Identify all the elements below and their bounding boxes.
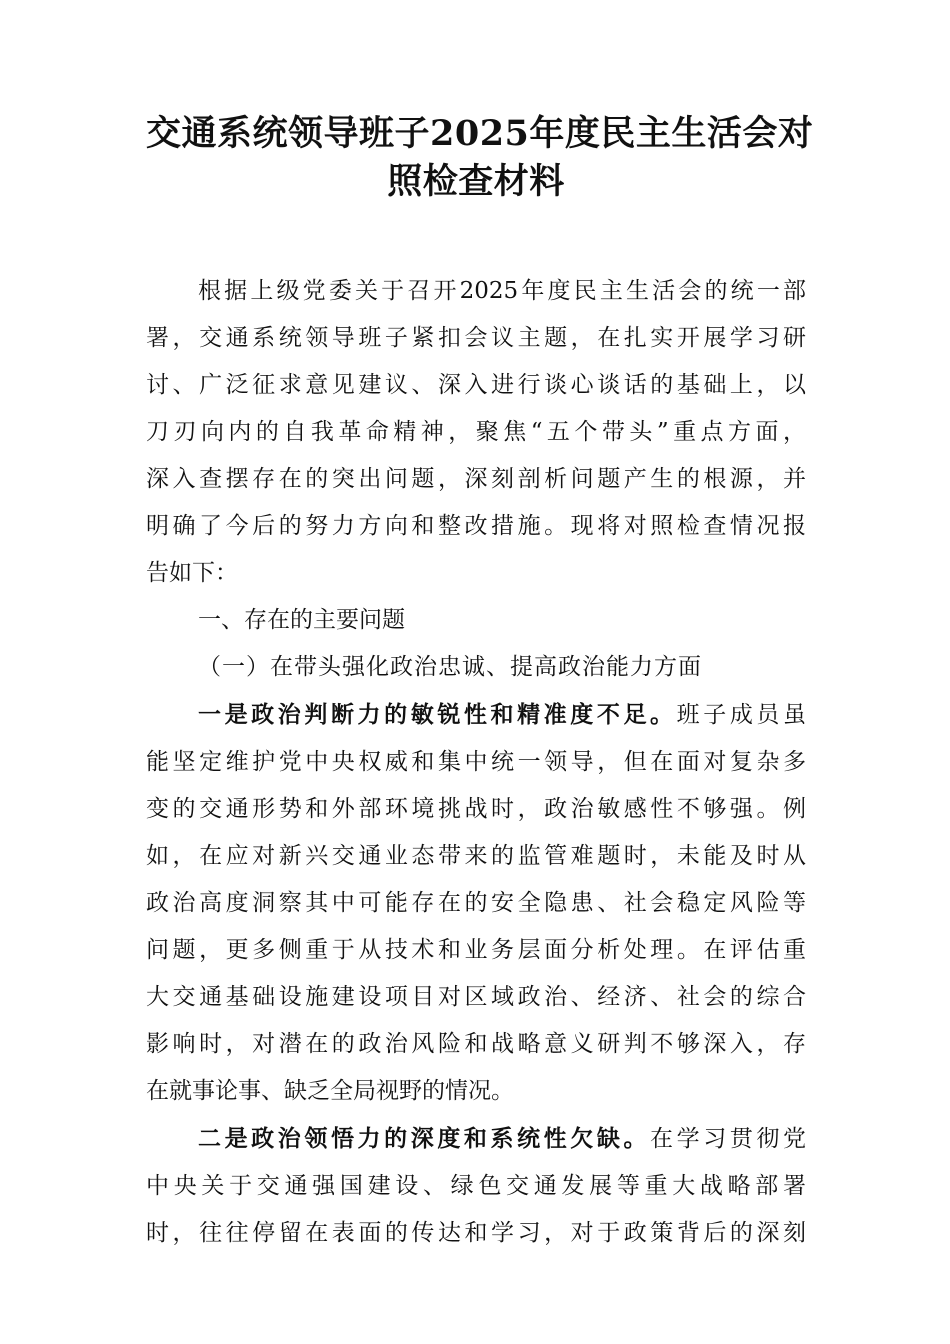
intro-paragraph [146,268,806,597]
paragraph-line: 如，在应对新兴交通业态带来的监管难题时，未能及时从 [146,843,806,869]
paragraph-line: 影响时，对潜在的政治风险和战略意义研判不够深入，存 [146,1031,806,1057]
point-lead-rest: 在学习贯彻党 [650,1126,807,1152]
title-line-1: 交通系统领导班子2025年度民主生活会对 [146,113,814,154]
title-line-2: 照检查材料 [387,161,565,202]
paragraph-line: 深入查摆存在的突出问题，深刻剖析问题产生的根源，并 [146,466,806,492]
section-heading: 一、存在的主要问题 [198,607,405,633]
paragraph-line: 讨、广泛征求意见建议、深入进行谈心谈话的基础上，以 [146,372,806,398]
paragraph-line: 问题，更多侧重于从技术和业务层面分析处理。在评估重 [146,937,806,963]
paragraph-line: 明确了今后的努力方向和整改措施。现将对照检查情况报 [146,513,806,539]
point-lead: 一是政治判断力的敏锐性和精准度不足。 [198,701,677,728]
point-paragraph-2 [146,1115,806,1257]
paragraph-line: 变的交通形势和外部环境挑战时，政治敏感性不够强。例 [146,796,806,822]
paragraph-line: 能坚定维护党中央权威和集中统一领导，但在面对复杂多 [146,749,806,775]
paragraph-line: 在就事论事、缺乏全局视野的情况。 [146,1078,514,1104]
point-lead-rest: 班子成员虽 [676,702,807,728]
paragraph-line: 时，往往停留在表面的传达和学习，对于政策背后的深刻 [146,1220,806,1246]
point-paragraph-1 [146,691,806,1115]
paragraph-line: 刀刃向内的自我革命精神，聚焦“五个带头”重点方面， [146,419,806,445]
paragraph-line: 中央关于交通强国建设、绿色交通发展等重大战略部署 [146,1173,806,1199]
subsection-heading: （一）在带头强化政治忠诚、提高政治能力方面 [198,654,702,680]
paragraph-line: 告如下： [146,560,238,586]
paragraph-line [146,691,806,739]
paragraph-line [146,1115,806,1163]
point-lead: 二是政治领悟力的深度和系统性欠缺。 [198,1125,651,1152]
paragraph-line: 大交通基础设施建设项目对区域政治、经济、社会的综合 [146,984,806,1010]
document-title [146,110,814,206]
paragraph-line: 根据上级党委关于召开2025年度民主生活会的统一部 [198,278,806,304]
document-page [146,110,814,1257]
document-body [146,268,806,1257]
paragraph-line: 政治高度洞察其中可能存在的安全隐患、社会稳定风险等 [146,890,806,916]
paragraph-line: 署，交通系统领导班子紧扣会议主题，在扎实开展学习研 [146,325,806,351]
